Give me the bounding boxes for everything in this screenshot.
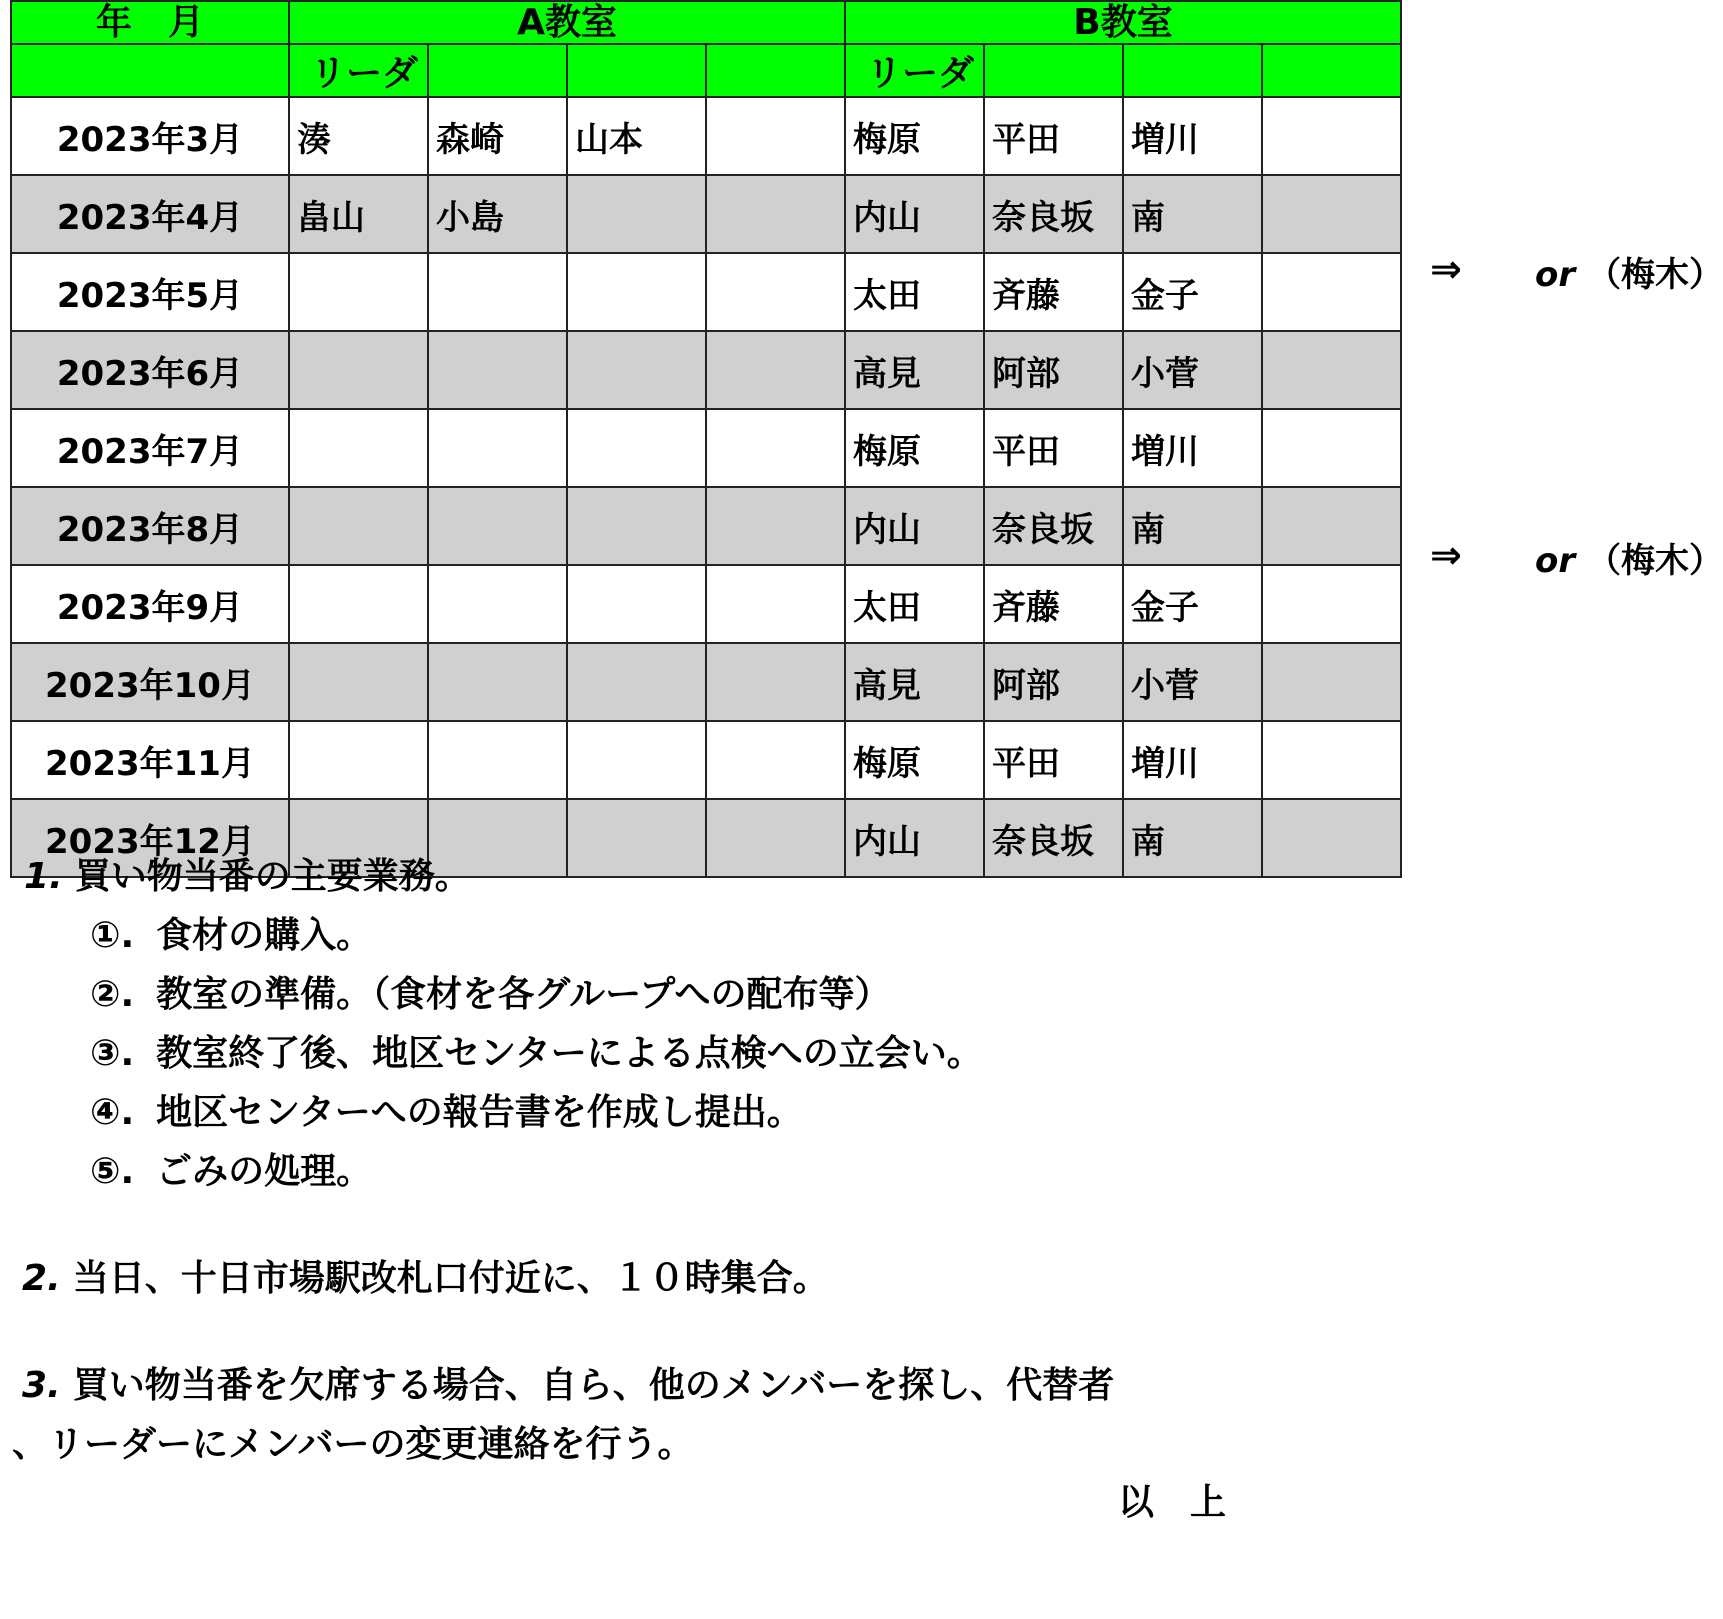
sub-item [90,1025,983,1076]
b-room-member-cell: 斉藤 [984,253,1123,331]
b-room-member-cell: 斉藤 [984,565,1123,643]
a-room-member-cell [428,331,567,409]
a-room-member-cell [706,253,845,331]
b-room-member-cell: 阿部 [984,643,1123,721]
sub-item [90,907,372,958]
a-room-member-cell [428,253,567,331]
b-room-member-cell [1262,721,1401,799]
b-room-member-cell: 高見 [845,331,984,409]
alt-name: （梅木） [1586,255,1723,295]
date-cell: 2023年4月 [11,175,289,253]
table-row [11,97,1401,175]
sub-item-text: 地区センターへの報告書を作成し提出。 [156,1092,803,1133]
a-room-member-cell [567,799,706,877]
item1-title: 買い物当番の主要業務。 [74,856,471,897]
a-room-member-cell [289,643,428,721]
b-room-header: B教室 [845,1,1401,44]
b-room-member-cell [1262,565,1401,643]
b-room-member-cell: 増川 [1123,721,1262,799]
table-row [11,409,1401,487]
date-cell: 2023年8月 [11,487,289,565]
b-leader-header: リーダ [845,44,984,97]
date-cell: 2023年5月 [11,253,289,331]
b-room-member-cell [1262,253,1401,331]
sub-item-mark: ②. [90,974,135,1015]
a-room-member-cell [567,331,706,409]
a-room-member-cell [428,565,567,643]
b-room-member-cell [1262,331,1401,409]
b-room-member-cell: 金子 [1123,565,1262,643]
item3-text-1: 買い物当番を欠席する場合、自ら、他のメンバーを探し、代替者 [72,1365,1115,1406]
duty-roster-table [10,0,1402,878]
date-cell: 2023年11月 [11,721,289,799]
item3-line2: 、リーダーにメンバーの変更連絡を行う。 [12,1424,694,1465]
b-room-member-cell: 内山 [845,175,984,253]
a-room-member-cell [567,721,706,799]
or-label: or [1535,541,1576,581]
empty-header-cell [984,44,1123,97]
b-room-member-cell: 平田 [984,409,1123,487]
b-room-member-cell: 太田 [845,253,984,331]
a-room-member-cell: 森崎 [428,97,567,175]
a-room-member-cell [706,721,845,799]
header-row [11,1,1401,44]
b-room-member-cell: 太田 [845,565,984,643]
table-row [11,331,1401,409]
date-cell: 2023年6月 [11,331,289,409]
empty-header-cell [567,44,706,97]
empty-header-cell [1262,44,1401,97]
a-room-member-cell [428,721,567,799]
table-row [11,565,1401,643]
table-row [11,253,1401,331]
b-room-member-cell: 梅原 [845,409,984,487]
sub-item-mark: ⑤. [90,1151,135,1192]
b-room-member-cell [1262,643,1401,721]
a-room-member-cell [706,565,845,643]
a-room-header: A教室 [289,1,845,44]
b-room-member-cell: 高見 [845,643,984,721]
empty-header-cell [428,44,567,97]
empty-header-cell [11,44,289,97]
arrow-icon: ⇒ [1430,247,1462,291]
date-cell: 2023年10月 [11,643,289,721]
table-row [11,643,1401,721]
a-room-member-cell [428,487,567,565]
b-room-member-cell [1262,175,1401,253]
b-room-member-cell: 増川 [1123,97,1262,175]
item1-heading [24,848,471,899]
b-room-member-cell: 内山 [845,799,984,877]
a-room-member-cell [289,409,428,487]
closing-text: 以 上 [1118,1482,1227,1523]
b-room-member-cell: 南 [1123,487,1262,565]
a-room-member-cell [706,175,845,253]
item2-number: 2. [22,1258,61,1299]
b-room-member-cell [1262,487,1401,565]
or-label: or [1535,255,1576,295]
a-room-member-cell [289,331,428,409]
alt-member-note [1535,247,1723,296]
empty-header-cell [706,44,845,97]
date-cell: 2023年9月 [11,565,289,643]
roster-body [11,97,1401,877]
b-room-member-cell: 梅原 [845,97,984,175]
b-room-member-cell: 小菅 [1123,331,1262,409]
date-cell: 2023年12月 [11,799,289,877]
sub-item-mark: ①. [90,915,135,956]
b-room-member-cell [1262,409,1401,487]
a-room-member-cell [289,253,428,331]
b-room-member-cell: 小菅 [1123,643,1262,721]
b-room-member-cell: 内山 [845,487,984,565]
b-room-member-cell: 南 [1123,175,1262,253]
a-room-member-cell [706,643,845,721]
a-room-member-cell [567,565,706,643]
item1-number: 1. [24,856,63,897]
b-room-member-cell: 平田 [984,97,1123,175]
b-room-member-cell [1262,799,1401,877]
sub-item-text: 教室終了後、地区センターによる点検への立会い。 [156,1033,983,1074]
date-cell: 2023年3月 [11,97,289,175]
b-room-member-cell: 奈良坂 [984,487,1123,565]
a-room-member-cell [706,487,845,565]
a-room-member-cell: 山本 [567,97,706,175]
b-room-member-cell: 増川 [1123,409,1262,487]
sub-item [90,1143,372,1194]
item2-line [22,1250,829,1301]
table-row [11,175,1401,253]
sub-item [90,966,891,1017]
b-room-member-cell [1262,97,1401,175]
b-room-member-cell: 阿部 [984,331,1123,409]
a-room-member-cell [567,175,706,253]
a-room-member-cell: 湊 [289,97,428,175]
b-room-member-cell: 奈良坂 [984,175,1123,253]
b-room-member-cell: 梅原 [845,721,984,799]
table-row [11,487,1401,565]
sub-item-text: ごみの処理。 [156,1151,373,1192]
sub-item [90,1084,803,1135]
item3-line1 [22,1357,1114,1408]
a-room-member-cell [289,721,428,799]
a-room-member-cell [428,409,567,487]
a-room-member-cell [706,799,845,877]
table-row [11,721,1401,799]
a-room-member-cell [706,331,845,409]
empty-header-cell [1123,44,1262,97]
b-room-member-cell: 金子 [1123,253,1262,331]
a-room-member-cell [289,565,428,643]
alt-member-note [1535,533,1723,582]
a-room-member-cell [706,97,845,175]
subheader-row [11,44,1401,97]
b-room-member-cell: 南 [1123,799,1262,877]
year-month-header: 年 月 [11,1,289,44]
alt-name: （梅木） [1586,541,1723,581]
a-room-member-cell [289,487,428,565]
a-room-member-cell: 小島 [428,175,567,253]
sub-item-mark: ③. [90,1033,135,1074]
a-room-member-cell [567,253,706,331]
b-room-member-cell: 平田 [984,721,1123,799]
item3-number: 3. [22,1365,61,1406]
arrow-icon: ⇒ [1430,533,1462,577]
sub-item-text: 教室の準備。（食材を各グループへの配布等） [156,974,891,1015]
a-room-member-cell [567,409,706,487]
b-room-member-cell: 奈良坂 [984,799,1123,877]
date-cell: 2023年7月 [11,409,289,487]
item2-text: 当日、十日市場駅改札口付近に、１０時集合。 [72,1258,829,1299]
a-room-member-cell [428,643,567,721]
a-leader-header: リーダ [289,44,428,97]
a-room-member-cell: 畠山 [289,175,428,253]
a-room-member-cell [567,643,706,721]
a-room-member-cell [567,487,706,565]
a-room-member-cell [706,409,845,487]
sub-item-mark: ④. [90,1092,135,1133]
sub-item-text: 食材の購入。 [156,915,373,956]
